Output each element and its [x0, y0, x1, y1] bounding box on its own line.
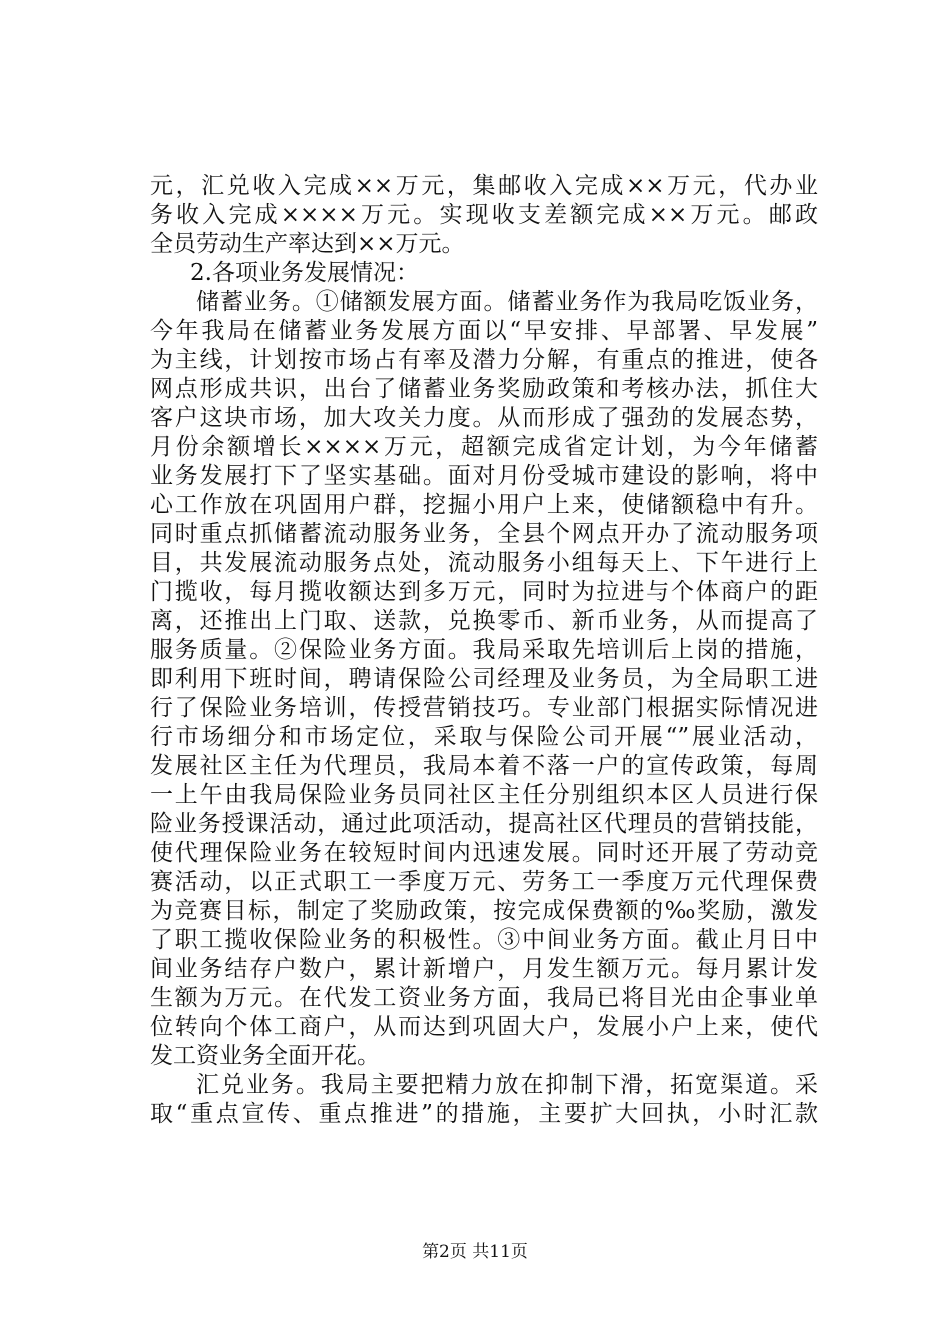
text-line: 发工资业务全面开花。	[150, 1043, 380, 1069]
text-line: 生额为万元。在代发工资业务方面，我局已将目光由企事业单	[150, 985, 818, 1011]
text-line: 险业务授课活动，通过此项活动，提高社区代理员的营销技能，	[150, 811, 818, 837]
text-line: 为主线，计划按市场占有率及潜力分解，有重点的推进，使各	[150, 347, 818, 373]
text-line: 月份余额增长××××万元，超额完成省定计划，为今年储蓄	[150, 434, 818, 460]
text-line: 业务发展打下了坚实基础。面对月份受城市建设的影响，将中	[150, 463, 818, 489]
section-heading: 2.各项业务发展情况：	[190, 260, 419, 286]
text-line: 今年我局在储蓄业务发展方面以“早安排、早部署、早发展”	[150, 318, 818, 344]
text-line: 一上午由我局保险业务员同社区主任分别组织本区人员进行保	[150, 782, 818, 808]
text-line: 目，共发展流动服务点处，流动服务小组每天上、下午进行上	[150, 550, 818, 576]
text-line: 汇兑业务。我局主要把精力放在抑制下滑，拓宽渠道。采	[196, 1072, 818, 1098]
text-line: 元，汇兑收入完成××万元，集邮收入完成××万元，代办业	[150, 173, 818, 199]
text-line: 间业务结存户数户，累计新增户，月发生额万元。每月累计发	[150, 956, 818, 982]
text-line: 务收入完成××××万元。实现收支差额完成××万元。邮政	[150, 202, 818, 228]
page-footer: 第2页 共11页	[422, 1242, 528, 1262]
text-line: 心工作放在巩固用户群，挖掘小用户上来，使储额稳中有升。	[150, 492, 818, 518]
text-line: 服务质量。②保险业务方面。我局采取先培训后上岗的措施，	[150, 637, 818, 663]
text-line: 赛活动，以正式职工一季度万元、劳务工一季度万元代理保费	[150, 869, 818, 895]
text-line: 同时重点抓储蓄流动服务业务，全县个网点开办了流动服务项	[150, 521, 818, 547]
text-line: 行了保险业务培训，传授营销技巧。专业部门根据实际情况进	[150, 695, 818, 721]
text-line: 取“重点宣传、重点推进”的措施，主要扩大回执，小时汇款	[150, 1101, 818, 1127]
document-body	[150, 172, 818, 1129]
text-line: 即利用下班时间，聘请保险公司经理及业务员，为全局职工进	[150, 666, 818, 692]
text-line: 全员劳动生产率达到××万元。	[150, 231, 465, 257]
text-line: 位转向个体工商户，从而达到巩固大户，发展小户上来，使代	[150, 1014, 818, 1040]
text-line: 离，还推出上门取、送款，兑换零币、新币业务，从而提高了	[150, 608, 818, 634]
text-line: 储蓄业务。①储额发展方面。储蓄业务作为我局吃饭业务，	[196, 289, 818, 315]
text-line: 为竞赛目标，制定了奖励政策，按完成保费额的‰奖励，激发	[150, 898, 818, 924]
text-line: 了职工揽收保险业务的积极性。③中间业务方面。截止月日中	[150, 927, 818, 953]
text-line: 发展社区主任为代理员，我局本着不落一户的宣传政策，每周	[150, 753, 818, 779]
text-line: 使代理保险业务在较短时间内迅速发展。同时还开展了劳动竞	[150, 840, 818, 866]
text-line: 门揽收，每月揽收额达到多万元，同时为拉进与个体商户的距	[150, 579, 818, 605]
text-line: 行市场细分和市场定位，采取与保险公司开展“”展业活动，	[150, 724, 818, 750]
text-line: 网点形成共识，出台了储蓄业务奖励政策和考核办法，抓住大	[150, 376, 818, 402]
text-line: 客户这块市场，加大攻关力度。从而形成了强劲的发展态势，	[150, 405, 818, 431]
